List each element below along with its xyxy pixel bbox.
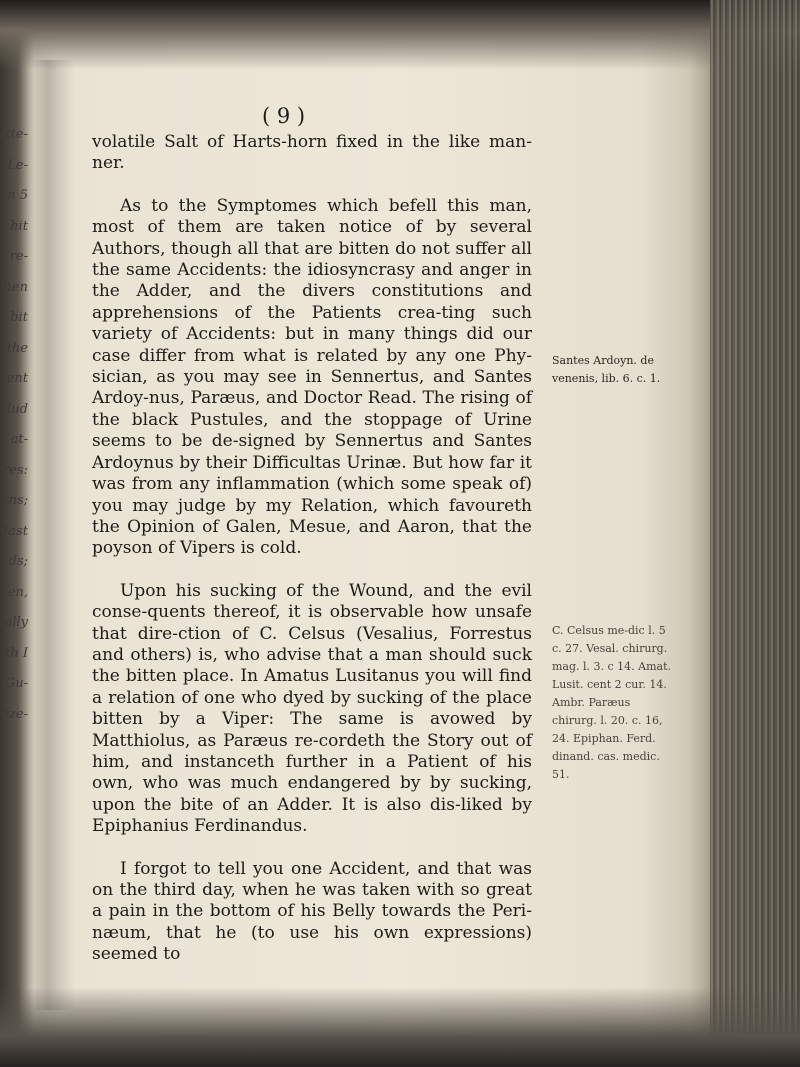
gutter-fragment: hit xyxy=(10,218,28,234)
gutter-fragment: at- xyxy=(10,432,28,447)
gutter-fragment: res: xyxy=(3,462,28,478)
facing-page-fragments xyxy=(0,120,30,820)
top-shadow xyxy=(0,0,800,70)
paragraph-sucking: Upon his sucking of the Wound, and the evil conse-quents thereof, it is observable how unsafe that dire-ction of C. Celsus (Vesalius, Forrestus and others) is, who advise that a man should suck the bitten place. In Amatus Lusitanus you will find a relation of one who dyed by sucking of the place bitten by a Viper: The same is avowed by Matthiolus, as Paræus re-cordeth the Story out of him, and instanceth further in a Patient of his own, who was much endangered by by sucking, upon the bite of an Adder. It is also dis-liked by Epiphanius Ferdinandus. xyxy=(92,580,532,837)
gutter-fragment: bit xyxy=(10,310,28,325)
gutter-fragment: lud xyxy=(7,401,28,417)
gutter-fragment: en, xyxy=(7,584,28,600)
paragraph-accident: I forgot to tell you one Accident, and that was on the third day, when he was taken with so great a pain in the bottom of his Belly towards the Peri-næum, that he (to use his own expressions) seemed to xyxy=(92,858,532,965)
margin-note-ardoynus: Santes Ardoyn. de venenis, lib. 6. c. 1. xyxy=(552,354,661,385)
gutter-fragment: th I xyxy=(5,645,28,661)
page-number: ( 9 ) xyxy=(262,104,306,128)
gutter-fragment: n 5 xyxy=(7,188,28,203)
margin-note-citations: C. Celsus me-dic l. 5 c. 27. Vesal. chirurg. mag. l. 3. c 14. Amat. Lusit. cent 2 cur. 14. Ambr. Paræus chirurg. l. 20. c. 16, 24. Epiphan. Ferd. dinand. cas. medic. 51. xyxy=(552,624,672,781)
gutter-fragment: ds; xyxy=(8,554,28,569)
gutter-fragment: Gu- xyxy=(4,676,28,691)
paragraph-continuation: volatile Salt of Harts-horn fixed in the like man-ner. xyxy=(92,132,532,174)
book-spine-shadow xyxy=(30,60,75,1010)
body-text xyxy=(92,132,532,966)
gutter-fragment: ens; xyxy=(0,493,28,508)
gutter-fragment: ally xyxy=(4,615,28,630)
gutter-fragment: lize- xyxy=(0,706,28,722)
page-edges xyxy=(710,0,800,1067)
gutter-fragment: ent xyxy=(6,371,28,386)
gutter-fragment: fast xyxy=(3,523,28,539)
gutter-fragment: Le- xyxy=(7,157,28,173)
paragraph-symptomes: As to the Symptomes which befell this man, most of them are taken notice of by several Authors, though all that are bitten do not suffer all the same Accidents: the idiosyncrasy and anger in the Adder, and the divers constitutions and apprehensions of the Patients crea-ting such variety of Accidents: but in many things did our case differ from what is related by any one Phy-sician, as you may see in Sennertus, and Santes Ardoy-nus, Paræus, and Doctor Read. The rising of the black Pustules, and the stoppage of Urine seems to be de-signed by Sennertus and Santes Ardoynus by their Difficultas Urinæ. But how far it was from any inflammation (which some speak of) you may judge by my Relation, which favoureth the Opinion of Galen, Mesue, and Aaron, that the poyson of Vipers is cold. xyxy=(92,195,532,559)
gutter-fragment: re- xyxy=(9,249,28,264)
gutter-fragment: itte- xyxy=(1,127,28,142)
gutter-fragment: hen xyxy=(3,279,28,295)
bottom-shadow xyxy=(0,987,800,1067)
gutter-fragment: the xyxy=(6,340,28,356)
